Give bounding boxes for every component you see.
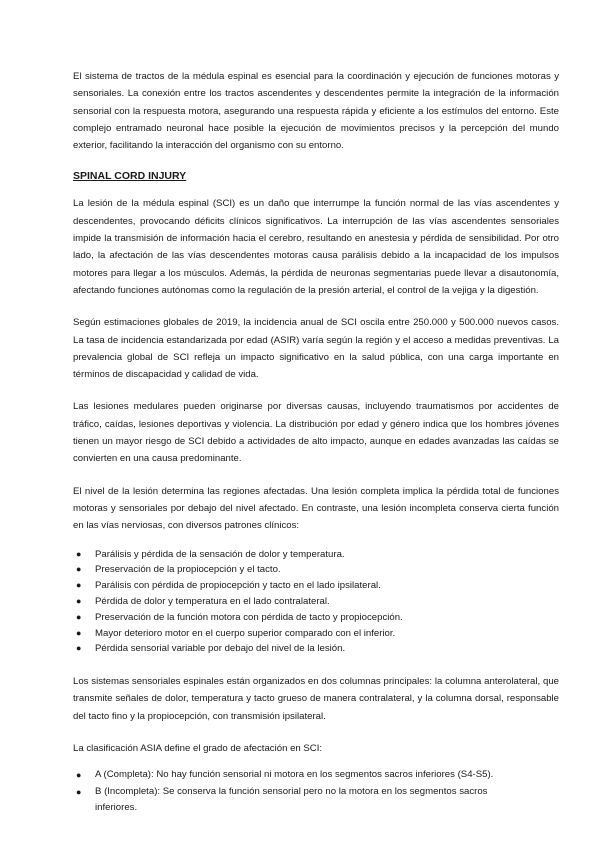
list-item-text: Preservación de la propiocepción y el tacto. — [95, 564, 281, 576]
list-item — [73, 594, 559, 610]
list-item-text: Pérdida sensorial variable por debajo del nivel de la lesión. — [95, 643, 346, 655]
list-item — [73, 641, 559, 657]
list-item — [73, 578, 559, 594]
list-item — [73, 547, 559, 563]
bullet-icon: ● — [76, 580, 82, 591]
bullet-icon: ● — [76, 595, 82, 606]
definition-paragraph: La lesión de la médula espinal (SCI) es un daño que interrumpe la función normal de las vías ascendentes y descendentes, provocando déficits clínicos significativos. La interrupción de las vías ascendentes sensoriales impide la transmisión de información hacia el cerebro, resultando en anestesia y pérdida de sensibilidad. Por otro lado, la afectación de las vías descendentes motoras causa parálisis debido a la incapacidad de los impulsos motores para llegar a los músculos. Además, la pérdida de neuronas segmentarias puede llevar a disautonomía, afectando funciones autónomas como la regulación de la presión arterial, el control de la vejiga y la digestión. — [73, 198, 559, 296]
causes-paragraph: Las lesiones medulares pueden originarse por diversas causas, incluyendo traumatismos por accidentes de tráfico, caídas, lesiones deportivas y violencia. La distribución por edad y género indica que los hombres jóvenes tienen un mayor riesgo de SCI debido a actividades de alto impacto, aunque en edades avanzadas las caídas se convierten en una causa predominante. — [73, 401, 559, 465]
list-item-text: Parálisis y pérdida de la sensación de dolor y temperatura. — [95, 548, 345, 560]
bullet-icon: ● — [76, 611, 82, 622]
bullet-icon: ● — [76, 548, 82, 559]
sensory-systems-paragraph: Los sistemas sensoriales espinales están organizados en dos columnas principales: la columna anterolateral, que transmite señales de dolor, temperatura y tacto grueso de manera contralateral, y la columna dorsal, responsable del tacto fino y la propiocepción, con transmisión ipsilateral. — [73, 676, 559, 722]
list-item — [73, 784, 559, 817]
list-item — [73, 562, 559, 578]
list-item-text: Mayor deterioro motor en el cuerpo superior comparado con el inferior. — [95, 627, 396, 639]
list-item — [73, 626, 559, 642]
list-item-text: B (Incompleta): Se conserva la función sensorial pero no la motora en los segmentos sacros inferiores. — [95, 785, 488, 814]
asia-intro: La clasificación ASIA define el grado de afectación en SCI: — [73, 743, 323, 754]
epidemiology-paragraph: Según estimaciones globales de 2019, la incidencia anual de SCI oscila entre 250.000 y 500.000 nuevos casos. La tasa de incidencia estandarizada por edad (ASIR) varía según la región y el acceso a medidas preventivas. La prevalencia global de SCI refleja un impacto significativo en la salud pública, con una carga importante en términos de discapacidad y calidad de vida. — [73, 317, 559, 381]
bullet-icon: ● — [76, 643, 82, 654]
bullet-icon: ● — [76, 627, 82, 638]
bullet-icon: ● — [76, 770, 82, 781]
bullet-icon: ● — [76, 564, 82, 575]
list-item-text: Preservación de la función motora con pérdida de tacto y propiocepción. — [95, 611, 403, 623]
list-item — [73, 610, 559, 626]
document-page — [73, 68, 559, 833]
list-item-text: A (Completa): No hay función sensorial ni motora en los segmentos sacros inferiores (S4-S5). — [95, 769, 494, 781]
list-item-text: Pérdida de dolor y temperatura en el lado contralateral. — [95, 595, 330, 607]
list-item — [73, 767, 559, 784]
lesion-level-paragraph: El nivel de la lesión determina las regiones afectadas. Una lesión completa implica la pérdida total de funciones motoras y sensoriales por debajo del nivel afectado. En contraste, una lesión incompleta conserva cierta función en las vías nerviosas, con diversos patrones clínicos: — [73, 485, 559, 532]
bullet-icon: ● — [76, 786, 82, 797]
clinical-patterns-list — [73, 547, 559, 658]
asia-classification-list — [73, 767, 559, 817]
list-item-text: Parálisis con pérdida de propiocepción y tacto en el lado ipsilateral. — [95, 580, 381, 592]
section-heading: SPINAL CORD INJURY — [73, 170, 187, 183]
intro-paragraph: El sistema de tractos de la médula espinal es esencial para la coordinación y ejecución de funciones motoras y sensoriales. La conexión entre los tractos ascendentes y descendentes permite la integración de la información sensorial con la respuesta motora, asegurando una respuesta rápida y eficiente a los estímulos del entorno. Este complejo entramado neuronal hace posible la ejecución de movimientos precisos y la percepción del mundo exterior, facilitando la interacción del organismo con su entorno. — [73, 71, 559, 152]
